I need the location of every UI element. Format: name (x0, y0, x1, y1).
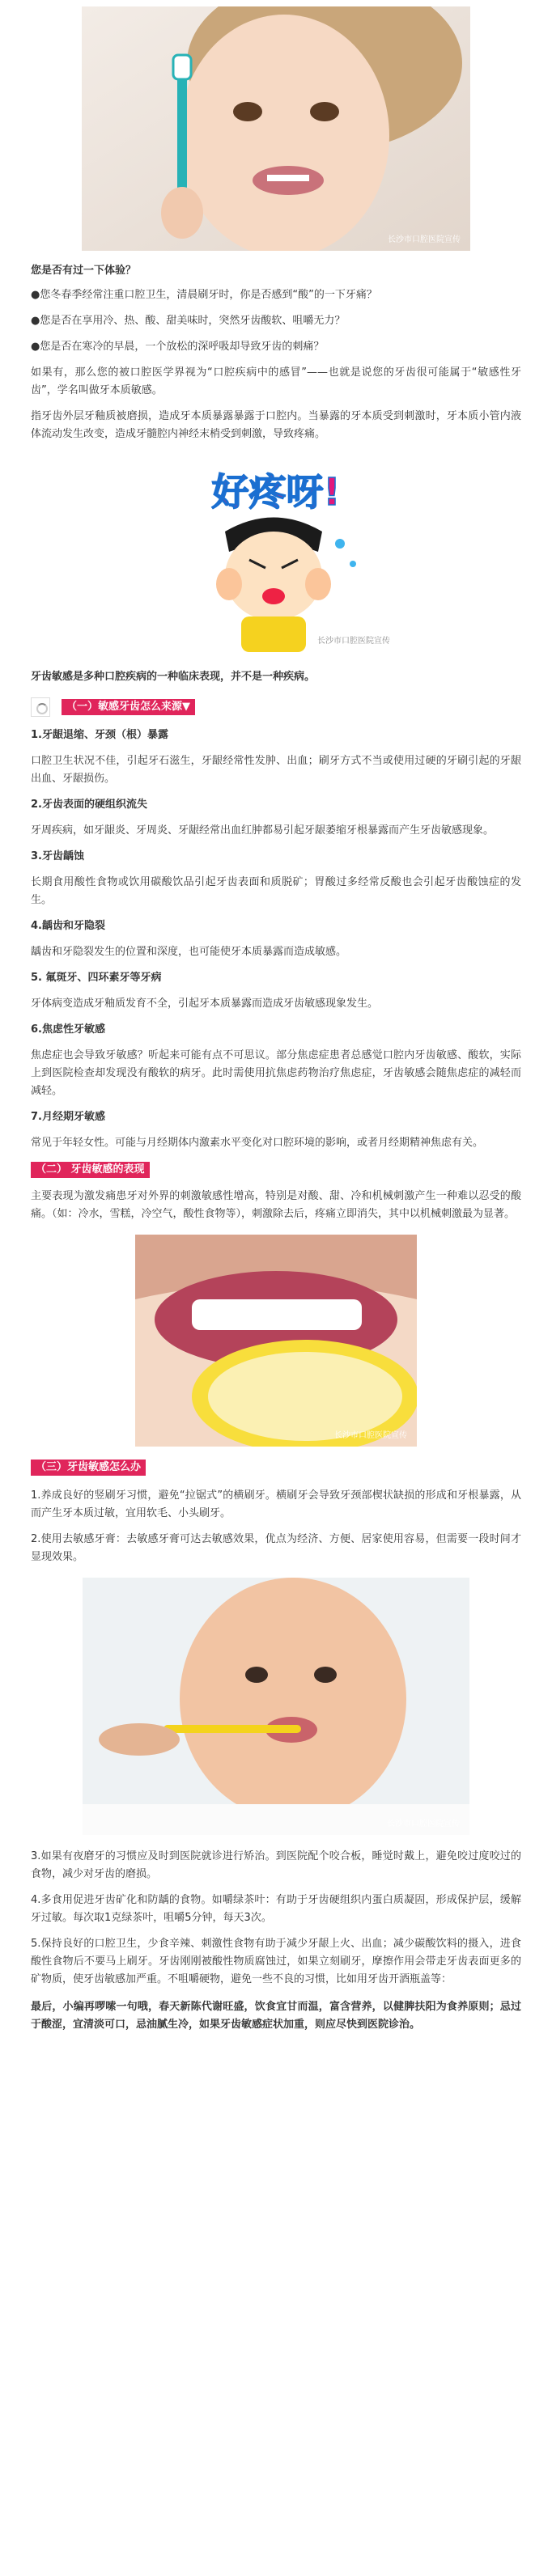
baby-toothbrush-image (83, 1578, 469, 1835)
section2-tag: （二） 牙齿敏感的表现 (31, 1162, 150, 1178)
section2-text: 主要表现为激发痛患牙对外界的刺激敏感性增高，特别是对酸、甜、冷和机械刺激产生一种难以忍受的酸痛。（如：冷水，雪糕，冷空气，酸性食物等），刺激除去后，疼痛立即消失，其中以机械刺激最为显著。 (31, 1190, 521, 1220)
bullet-3: ●您是否在寒冷的早晨，一个放松的深呼吸却导致牙齿的刺痛？ (31, 341, 325, 353)
baby-toothbrush-photo (83, 1578, 469, 1835)
bullet-1: ●您冬春季经常注重口腔卫生，清晨刷牙时，你是否感到“酸”的一下牙痛？ (31, 289, 377, 301)
intro-question: 您是否有过一下体验？ (31, 265, 137, 277)
cause-6-text: 焦虑症也会导致牙敏感？听起来可能有点不可思议。部分焦虑症患者总感觉口腔内牙齿敏感、酸软，实际上到医院检查却发现没有酸软的病牙。此时需使用抗焦虑药物治疗焦虑症，牙齿敏感会随焦虑症的减轻而减轻。 (31, 1049, 521, 1097)
section1-header (31, 697, 521, 717)
loading-spinner-icon (31, 697, 50, 717)
section1-tag: （一）敏感牙齿怎么来源▼ (62, 699, 195, 715)
article (31, 0, 521, 2034)
cause-5-title: 5. 氟斑牙、四环素牙等牙病 (31, 972, 162, 984)
toothache-boy-illustration (152, 455, 400, 652)
intro-paragraph-2: 指牙齿外层牙釉质被磨损，造成牙本质暴露暴露于口腔内。当暴露的牙本质受到刺激时，牙本质小管内液体流动发生改变，造成牙髓腔内神经末梢受到刺激，导致疼痛。 (31, 410, 521, 440)
cause-4-title: 4.龋齿和牙隐裂 (31, 920, 105, 932)
watermark: 长沙市口腔医院宣传 (317, 637, 390, 646)
tip-1: 1.养成良好的竖刷牙习惯，避免“拉锯式”的横刷牙。横刷牙会导致牙颈部楔状缺损的形成和牙根暴露，从而产生牙本质过敏，宜用软毛、小头刷牙。 (31, 1489, 521, 1519)
lemon-bite-photo (135, 1235, 417, 1447)
toothache-cartoon (152, 455, 400, 652)
tip-4: 4.多食用促进牙齿矿化和防龋的食物。如嚼绿茶叶：有助于牙齿硬组织内蛋白质凝固，形成保护层，缓解牙过敏。每次取1克绿茶叶，咀嚼5分钟，每天3次。 (31, 1894, 521, 1924)
lemon-bite-image (135, 1235, 417, 1447)
cause-7-title: 7.月经期牙敏感 (31, 1111, 105, 1123)
cause-3-title: 3.牙齿龋蚀 (31, 850, 84, 862)
section3-tag: （三）牙齿敏感怎么办 (31, 1460, 146, 1476)
summary-statement: 牙齿敏感是多种口腔疾病的一种临床表现，并不是一种疾病。 (31, 671, 316, 683)
watermark: 长沙市口腔医院宣传 (388, 235, 461, 244)
cause-2-title: 2.牙齿表面的硬组织流失 (31, 799, 147, 811)
cause-4-text: 龋齿和牙隐裂发生的位置和深度，也可能使牙本质暴露而造成敏感。 (31, 946, 347, 958)
girl-toothbrush-photo (82, 6, 470, 251)
cause-1-title: 1.牙龈退缩、牙颈（根）暴露 (31, 729, 168, 741)
watermark: 长沙市口腔医院宣传 (387, 1820, 460, 1828)
cause-1-text: 口腔卫生状况不佳，引起牙石滋生，牙龈经常性发肿、出血；刷牙方式不当或使用过硬的牙刷引起的牙龈出血、牙龈损伤。 (31, 755, 521, 785)
tip-5: 5.保持良好的口腔卫生，少食辛辣、刺激性食物有助于减少牙龈上火、出血；减少碳酸饮料的摄入，进食酸性食物后不要马上刷牙。牙齿刚刚被酸性物质腐蚀过，如果立刻刷牙，摩擦作用会带走牙齿表面更多的矿物质，使牙齿敏感加严重。不咀嚼硬物，避免一些不良的习惯，比如用牙齿开酒瓶盖等： (31, 1938, 521, 1985)
watermark: 长沙市口腔医院宣传 (334, 1431, 407, 1440)
cause-7-text: 常见于年轻女性。可能与月经期体内激素水平变化对口腔环境的影响，或者月经期精神焦虑有关。 (31, 1137, 484, 1149)
intro-paragraph-1: 如果有，那么您的被口腔医学界视为“口腔疾病中的感冒”——也就是说您的牙齿很可能属于“敏感性牙齿”，学名叫做牙本质敏感。 (31, 366, 521, 396)
girl-toothbrush-image (82, 6, 470, 251)
cause-3-text: 长期食用酸性食物或饮用碳酸饮品引起牙齿表面和质脱矿；胃酸过多经常反酸也会引起牙齿酸蚀症的发生。 (31, 876, 521, 906)
tip-2: 2.使用去敏感牙膏：去敏感牙膏可达去敏感效果，优点为经济、方便、居家使用容易，但需要一段时间才显现效果。 (31, 1533, 521, 1563)
bullet-2: ●您是否在享用冷、热、酸、甜美味时，突然牙齿酸软、咀嚼无力？ (31, 315, 346, 327)
cartoon-caption: 好疼呀! (211, 470, 341, 514)
cause-2-text: 牙周疾病，如牙龈炎、牙周炎、牙龈经常出血红肿都易引起牙龈萎缩牙根暴露而产生牙齿敏感现象。 (31, 824, 495, 837)
tip-3: 3.如果有夜磨牙的习惯应及时到医院就诊进行矫治。到医院配个咬合板，睡觉时戴上，避免咬过度咬过的食物，减少对牙齿的磨损。 (31, 1850, 521, 1880)
cause-5-text: 牙体病变造成牙釉质发育不全，引起牙本质暴露而造成牙齿敏感现象发生。 (31, 998, 379, 1010)
cause-6-title: 6.焦虑性牙敏感 (31, 1023, 105, 1036)
final-note: 最后，小编再啰嗦一句哦，春天新陈代谢旺盛，饮食宜甘而温，富含营养，以健脾扶阳为食养原则；忌过于酸涩，宜清淡可口，忌油腻生冷，如果牙齿敏感症状加重，则应尽快到医院诊治。 (31, 2001, 521, 2031)
